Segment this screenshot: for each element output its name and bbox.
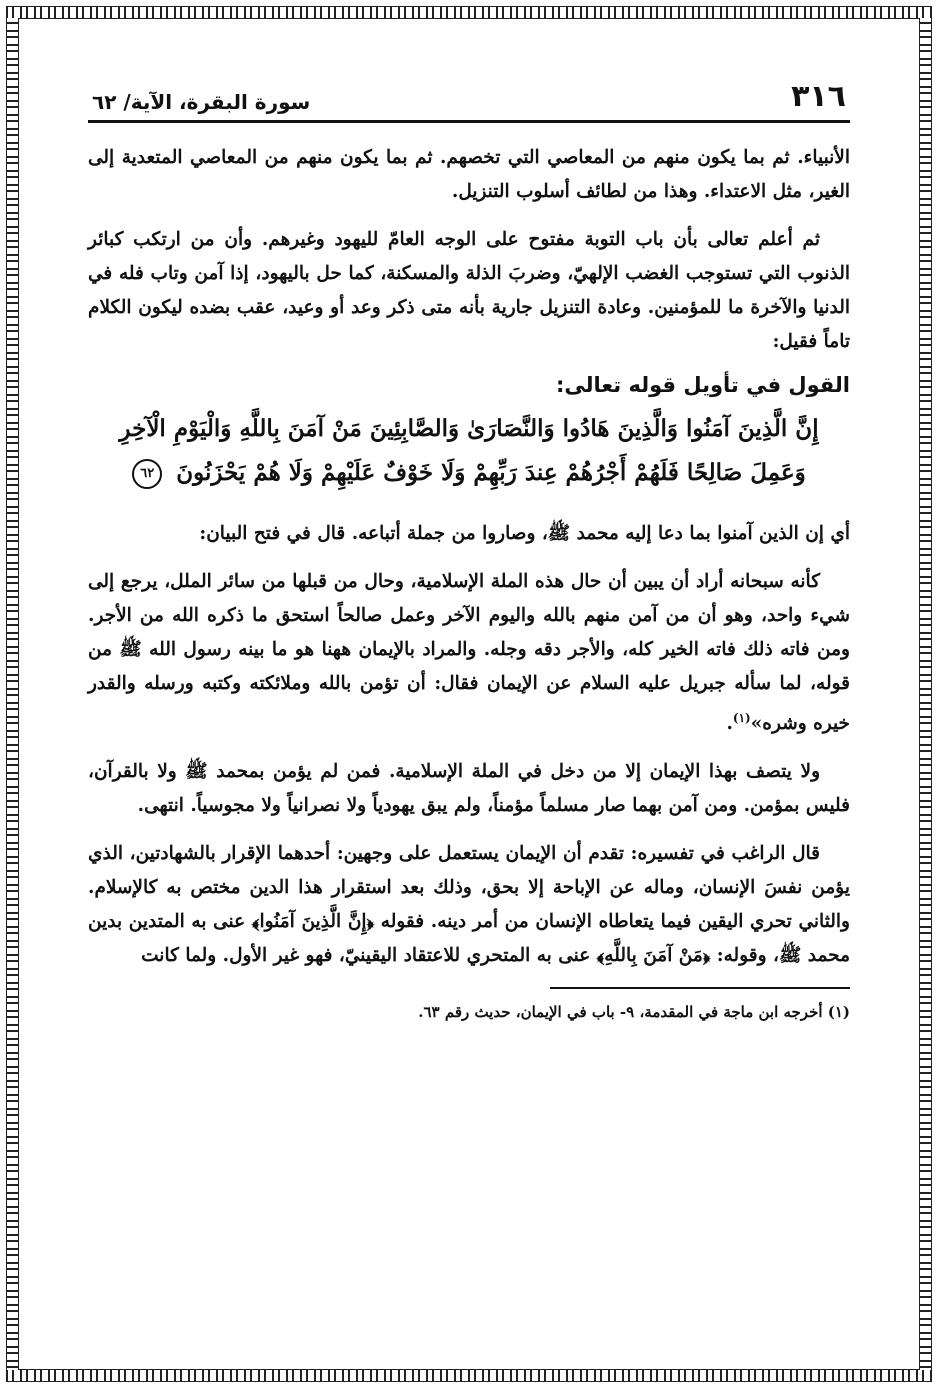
footnote: (١) أخرجه ابن ماجة في المقدمة، ٩- باب في الإيمان، حديث رقم ٦٣. [418, 1003, 850, 1022]
page-number: ٣١٦ [791, 79, 846, 114]
verse-line-2: وَعَمِلَ صَالِحًا فَلَهُمْ أَجْرُهُمْ عِندَ رَبِّهِمْ وَلَا خَوْفٌ عَلَيْهِمْ وَلَا هُمْ يَحْزَنُونَ [176, 459, 806, 486]
paragraph-6: قال الراغب في تفسيره: تقدم أن الإيمان يستعمل على وجهين: أحدهما الإقرار بالشهادتين، الذي يؤمن نفسَ الإنسان، وماله عن الإباحة إلا بحق، وذلك بعد استقرار هذا الدين مختص به كالإسلام. والثاني تحري اليقين فيما يتعاطاه الإنسان من أمر دينه. فقوله ﴿إِنَّ الَّذِينَ آمَنُوا﴾ عنى به المتدين بدين محمد ﷺ، وقوله: ﴿مَنْ آمَنَ بِاللَّهِ﴾ عنى به المتحري للاعتقاد اليقينيّ، فهو غير الأول. ولما كانت [88, 843, 850, 967]
paragraph-2: ثم أعلم تعالى بأن باب التوبة مفتوح على الوجه العامّ لليهود وغيرهم. وأن من ارتكب كبائر الذنوب التي تستوجب الغضب الإلهيّ، وضربَ الذلة والمسكنة، كما حل باليهود، إذا آمن وتاب فله في الدنيا والآخرة ما للمؤمنين. وعادة التنزيل جارية بأنه متى ذكر وعد أو وعيد، عقب بضده ليكون الكلام تاماً فقيل: [88, 229, 850, 352]
section-heading: القول في تأويل قوله تعالى: [556, 373, 850, 397]
page-content [88, 80, 850, 1340]
footnote-separator [550, 987, 850, 989]
running-title: سورة البقرة، الآية/ ٦٢ [92, 90, 311, 114]
paragraph-4-end: . [726, 713, 733, 735]
paragraph-3: أي إن الذين آمنوا بما دعا إليه محمد ﷺ، وصاروا من جملة أتباعه. قال في فتح البيان: [199, 523, 850, 544]
quran-verse [88, 407, 850, 495]
paragraph-5: ولا يتصف بهذا الإيمان إلا من دخل في الملة الإسلامية. فمن لم يؤمن بمحمد ﷺ ولا بالقرآن، فليس بمؤمن. ومن آمن بهما صار مسلماً مؤمناً، ولم يبق يهودياً ولا نصرانياً ولا مجوسياً. انتهى. [88, 761, 850, 817]
paragraph-1: الأنبياء. ثم بما يكون منهم من المعاصي التي تخصهم. ثم بما يكون منهم من المعاصي المتعدية إلى الغير، مثل الاعتداء. وهذا من لطائف أسلوب التنزيل. [88, 147, 850, 202]
verse-number-marker: ٦٢ [132, 459, 162, 489]
verse-line-1: إِنَّ الَّذِينَ آمَنُوا وَالَّذِينَ هَادُوا وَالنَّصَارَىٰ وَالصَّابِئِينَ مَنْ آمَنَ بِاللَّهِ وَالْيَوْمِ الْآخِرِ [119, 415, 819, 442]
page-header [88, 80, 850, 123]
footnote-reference: (١) [732, 711, 751, 725]
paragraph-4: كأنه سبحانه أراد أن يبين أن حال هذه الملة الإسلامية، وحال من قبلها من سائر الملل، يرجع إلى شيء واحد، وهو أن من آمن منهم بالله واليوم الآخر وعمل صالحاً استحق ما ذكره الله من الأجر. ومن فاته ذلك فاته الخير كله، والأجر دقه وجله. والمراد بالإيمان ههنا هو ما بينه رسول الله ﷺ من قوله، لما سأله جبريل عليه السلام عن الإيمان فقال: أن تؤمن بالله وملائكته وكتبه ورسله والقدر خيره وشره» [88, 571, 850, 735]
paragraph-4-wrap [88, 565, 850, 741]
verse-line-2-wrap [88, 451, 850, 495]
